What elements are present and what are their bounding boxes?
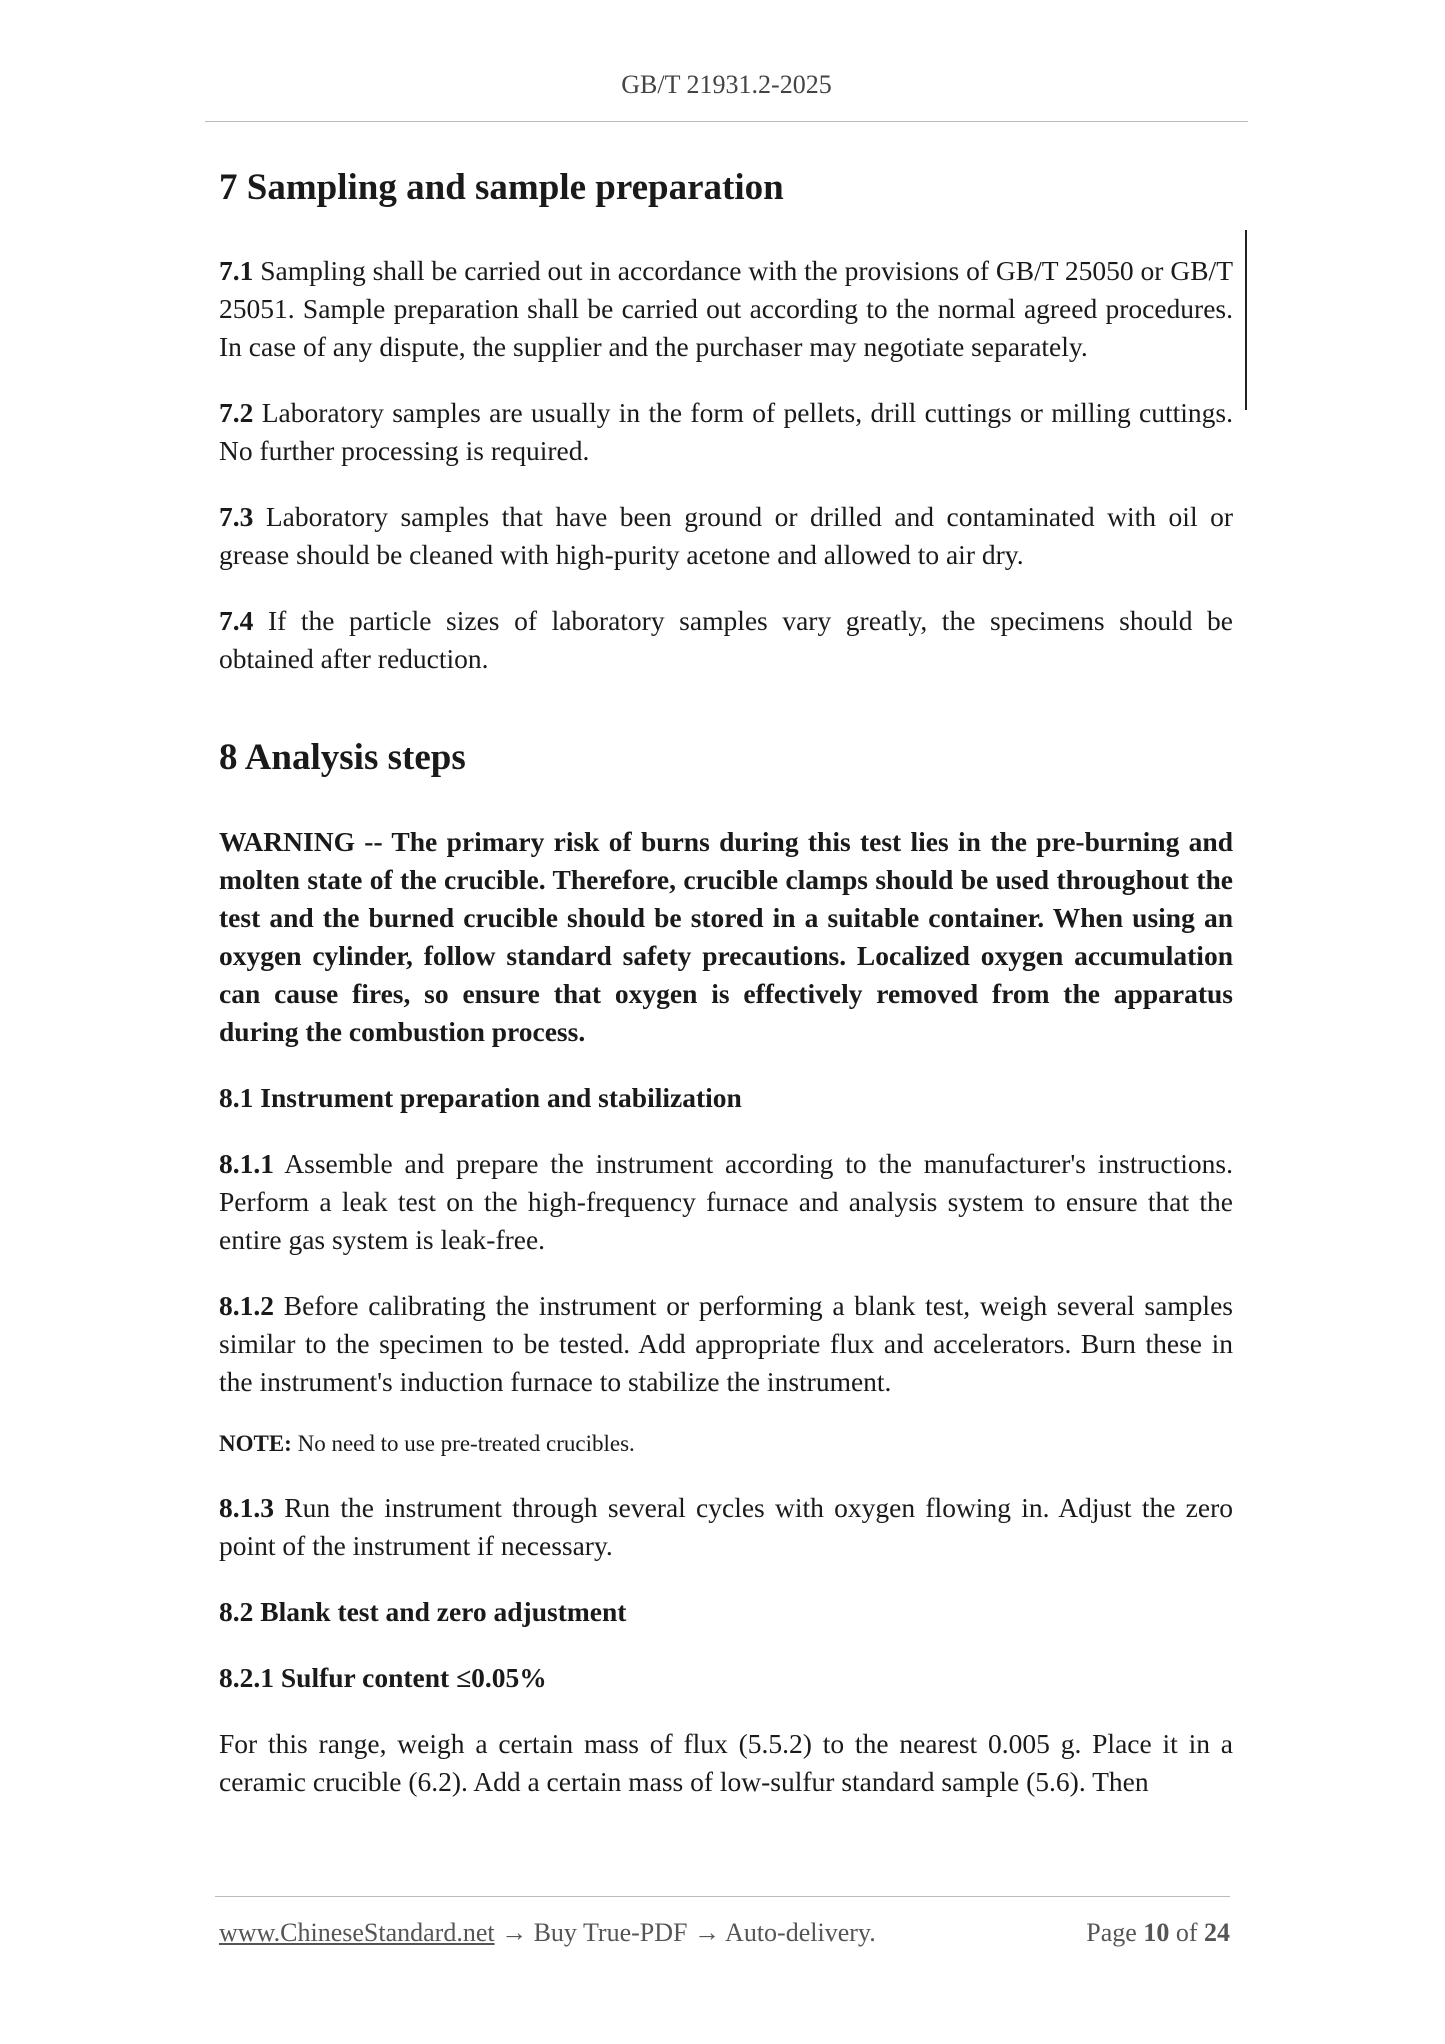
clause-text: Assemble and prepare the instrument according to the manufacturer's instructions. Perform a leak test on the high-frequency furnace and analysis system to ensure that the entire gas system is leak-free.: [219, 1147, 1233, 1255]
paragraph-8-1-1: [219, 1145, 1233, 1259]
clause-text: Before calibrating the instrument or performing a blank test, weigh several samples similar to the specimen to be tested. Add appropriate flux and accelerators. Burn these in the instrument's induction furnace to stabilize the instrument.: [219, 1289, 1233, 1397]
footer-divider: [215, 1896, 1230, 1897]
paragraph-8-1-2: [219, 1287, 1233, 1401]
page-content: [219, 166, 1233, 1829]
clause-text: Sampling shall be carried out in accordance with the provisions of GB/T 25050 or GB/T 25051. Sample preparation shall be carried out according to the normal agreed procedures. In case of any dispute, the supplier and the purchaser may negotiate separately.: [219, 255, 1233, 363]
warning-paragraph: WARNING -- The primary risk of burns during this test lies in the pre-burning and molten state of the crucible. Therefore, crucible clamps should be used throughout the test and the burned crucible should be stored in a suitable container. When using an oxygen cylinder, follow standard safety precautions. Localized oxygen accumulation can cause fires, so ensure that oxygen is effectively removed from the apparatus during the combustion process.: [219, 825, 1233, 1047]
paragraph-8-2-1: For this range, weigh a certain mass of flux (5.5.2) to the nearest 0.005 g. Place it in a ceramic crucible (6.2). Add a certain mass of low-sulfur standard sample (5.6). Then: [219, 1727, 1233, 1797]
clause-number: 7.3: [219, 501, 254, 533]
subsection-8-2-1-heading: 8.2.1 Sulfur content ≤0.05%: [219, 1661, 547, 1693]
website-link[interactable]: www.ChineseStandard.net: [219, 1918, 495, 1947]
clause-text: If the particle sizes of laboratory samples vary greatly, the specimens should be obtained after reduction.: [219, 605, 1233, 675]
paragraph-7-2: [219, 394, 1233, 470]
section-8-heading: 8 Analysis steps: [219, 737, 466, 779]
note-label: NOTE:: [219, 1430, 292, 1456]
clause-number: 7.1: [219, 255, 254, 287]
page-current: 10: [1143, 1918, 1170, 1947]
page-word: Page: [1086, 1918, 1144, 1947]
page-footer: [219, 1918, 1230, 1948]
page-total: 24: [1204, 1918, 1230, 1947]
note-paragraph: [219, 1429, 1233, 1459]
clause-number: 8.1.2: [219, 1289, 274, 1321]
document-id-header: GB/T 21931.2-2025: [621, 70, 832, 99]
footer-left: [219, 1918, 876, 1948]
clause-text: Laboratory samples are usually in the form of pellets, drill cuttings or milling cuttings. No further processing is required.: [219, 397, 1233, 467]
promo-text: → Buy True-PDF → Auto-delivery.: [494, 1918, 876, 1947]
subsection-8-1-heading: 8.1 Instrument preparation and stabilization: [219, 1081, 742, 1113]
section-7-heading: 7 Sampling and sample preparation: [219, 167, 784, 208]
clause-number: 8.1.1: [219, 1147, 274, 1179]
clause-number: 7.4: [219, 605, 254, 637]
clause-text: Laboratory samples that have been ground or drilled and contaminated with oil or grease should be cleaned with high-purity acetone and allowed to air dry.: [219, 501, 1233, 571]
subsection-8-2-heading: 8.2 Blank test and zero adjustment: [219, 1595, 627, 1627]
page-counter: [1086, 1918, 1230, 1948]
paragraph-7-1: [219, 252, 1233, 366]
paragraph-8-1-3: [219, 1489, 1233, 1565]
note-text: No need to use pre-treated crucibles.: [291, 1430, 635, 1456]
of-word: of: [1169, 1918, 1204, 1947]
change-bar: [1245, 230, 1247, 410]
paragraph-7-4: [219, 602, 1233, 678]
clause-number: 8.1.3: [219, 1491, 274, 1523]
paragraph-7-3: [219, 498, 1233, 574]
header-divider: [205, 121, 1248, 122]
clause-number: 7.2: [219, 397, 254, 429]
clause-text: Run the instrument through several cycles with oxygen flowing in. Adjust the zero point of the instrument if necessary.: [219, 1491, 1233, 1561]
